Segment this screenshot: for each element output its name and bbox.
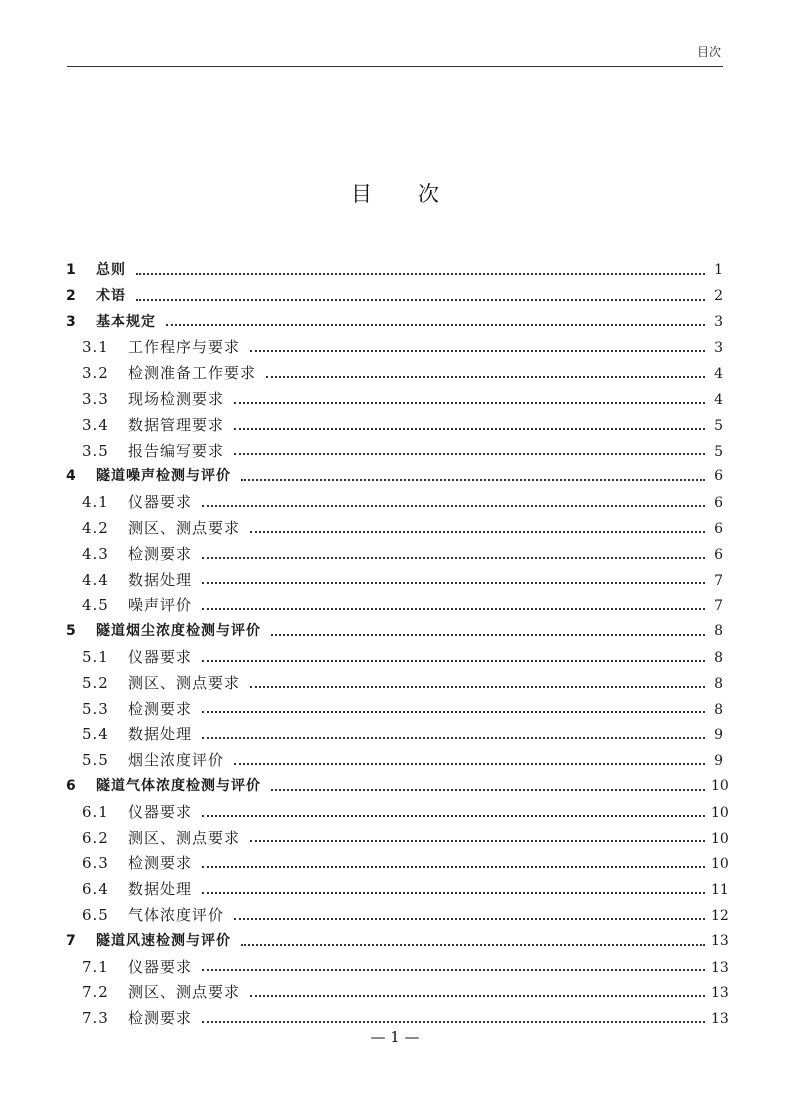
toc-chapter-entry[interactable] (66, 929, 729, 955)
dot-leader (234, 918, 705, 920)
toc-entry-number: 7.2 (82, 983, 109, 1002)
header-rule (67, 66, 723, 67)
toc-entry-page-number: 6 (714, 546, 723, 563)
toc-entry-page-number: 12 (711, 907, 729, 924)
dot-leader (250, 350, 705, 352)
toc-chapter-entry[interactable] (66, 310, 723, 336)
toc-section-entry[interactable] (66, 826, 729, 852)
page-title: 目次 (351, 182, 485, 206)
dot-leader (234, 428, 705, 430)
toc-entry-label: 仪器要求 (128, 957, 193, 976)
toc-entry-number: 6.2 (82, 828, 109, 847)
dot-leader (271, 789, 705, 791)
toc-entry-label: 测区、测点要求 (128, 673, 241, 692)
toc-section-entry[interactable] (66, 335, 723, 361)
toc-section-entry[interactable] (66, 877, 729, 903)
toc-entry-label: 数据管理要求 (128, 415, 225, 434)
toc-entry-page-number: 9 (714, 727, 723, 744)
toc-entry-number: 3.3 (82, 389, 109, 408)
toc-entry-number: 5.5 (82, 751, 109, 770)
dot-leader (202, 866, 705, 868)
toc-entry-label: 隧道烟尘浓度检测与评价 (96, 623, 261, 640)
dot-leader (202, 892, 705, 894)
toc-entry-page-number: 7 (714, 572, 723, 589)
toc-entry-label: 数据处理 (128, 880, 193, 899)
toc-section-entry[interactable] (66, 568, 723, 594)
toc-entry-page-number: 5 (714, 443, 723, 460)
toc-section-entry[interactable] (66, 955, 729, 981)
toc-entry-number: 7.1 (82, 957, 109, 976)
toc-section-entry[interactable] (66, 903, 729, 929)
toc-entry-number: 6.3 (82, 854, 109, 873)
toc-entry-page-number: 4 (714, 366, 723, 383)
toc-entry-number: 6.5 (82, 905, 109, 924)
toc-entry-label: 测区、测点要求 (128, 518, 241, 537)
toc-entry-number: 3.2 (82, 364, 109, 383)
toc-entry-number: 3 (66, 313, 76, 330)
toc-entry-page-number: 13 (711, 932, 729, 949)
toc-entry-page-number: 8 (714, 649, 723, 666)
dot-leader (202, 737, 705, 739)
toc-entry-number: 2 (66, 287, 76, 304)
toc-entry-label: 隧道风速检测与评价 (96, 932, 231, 949)
toc-entry-number: 5 (66, 623, 76, 640)
toc-section-entry[interactable] (66, 542, 723, 568)
toc-entry-label: 隧道气体浓度检测与评价 (96, 777, 261, 794)
dot-leader (250, 531, 705, 533)
toc-entry-page-number: 8 (714, 701, 723, 718)
toc-entry-label: 测区、测点要求 (128, 983, 241, 1002)
toc-entry-page-number: 4 (714, 391, 723, 408)
toc-entry-page-number: 2 (714, 287, 723, 304)
toc-section-entry[interactable] (66, 851, 729, 877)
toc-entry-label: 数据处理 (128, 570, 193, 589)
dot-leader (136, 273, 705, 275)
toc-section-entry[interactable] (66, 387, 723, 413)
dot-leader (241, 944, 705, 946)
dot-leader (202, 969, 705, 971)
toc-section-entry[interactable] (66, 645, 723, 671)
toc-section-entry[interactable] (66, 722, 723, 748)
dot-leader (202, 1021, 705, 1023)
dot-leader (241, 479, 705, 481)
dot-leader (202, 711, 705, 713)
toc-entry-number: 5.4 (82, 725, 109, 744)
dot-leader (166, 324, 705, 326)
running-header-title: 目次 (696, 45, 721, 59)
dot-leader (266, 376, 705, 378)
toc-entry-label: 工作程序与要求 (128, 338, 241, 357)
dot-leader (234, 763, 705, 765)
toc-entry-page-number: 9 (714, 753, 723, 770)
toc-entry-label: 检测准备工作要求 (128, 364, 257, 383)
toc-entry-page-number: 6 (714, 495, 723, 512)
toc-section-entry[interactable] (66, 516, 723, 542)
toc-entry-label: 基本规定 (96, 313, 156, 330)
toc-section-entry[interactable] (66, 671, 723, 697)
footer-page-number: — 1 — (370, 1028, 420, 1046)
toc-entry-label: 测区、测点要求 (128, 828, 241, 847)
toc-entry-label: 总则 (96, 262, 126, 278)
toc-entry-label: 仪器要求 (128, 647, 193, 666)
toc-entry-number: 4.4 (82, 570, 109, 589)
toc-chapter-entry[interactable] (66, 464, 723, 490)
toc-entry-page-number: 6 (714, 520, 723, 537)
toc-entry-label: 隧道噪声检测与评价 (96, 468, 231, 485)
toc-entry-number: 1 (66, 262, 76, 278)
toc-entry-page-number: 10 (711, 856, 729, 873)
toc-entry-label: 仪器要求 (128, 802, 193, 821)
toc-entry-label: 检测要求 (128, 544, 193, 563)
toc-entry-number: 3.5 (82, 441, 109, 460)
toc-entry-label: 检测要求 (128, 699, 193, 718)
toc-chapter-entry[interactable] (66, 619, 723, 645)
toc-entry-number: 3.1 (82, 338, 109, 357)
dot-leader (136, 299, 705, 301)
toc-entry-page-number: 1 (714, 262, 723, 278)
toc-entry-page-number: 8 (714, 675, 723, 692)
toc-entry-number: 6.4 (82, 880, 109, 899)
toc-entry-label: 烟尘浓度评价 (128, 751, 225, 770)
dot-leader (234, 453, 705, 455)
toc-section-entry[interactable] (66, 361, 723, 387)
toc-section-entry[interactable] (66, 800, 729, 826)
toc-entry-page-number: 10 (711, 804, 729, 821)
toc-entry-number: 7 (66, 932, 76, 949)
table-of-contents (66, 258, 729, 1032)
toc-entry-label: 数据处理 (128, 725, 193, 744)
toc-entry-number: 4.1 (82, 493, 109, 512)
toc-entry-label: 检测要求 (128, 854, 193, 873)
toc-entry-page-number: 11 (711, 882, 729, 899)
toc-chapter-entry[interactable] (66, 258, 723, 284)
toc-entry-page-number: 3 (714, 340, 723, 357)
toc-section-entry[interactable] (66, 413, 723, 439)
toc-entry-page-number: 6 (714, 468, 723, 485)
toc-entry-page-number: 13 (711, 985, 729, 1002)
toc-chapter-entry[interactable] (66, 774, 729, 800)
toc-entry-page-number: 10 (711, 777, 729, 794)
toc-section-entry[interactable] (66, 593, 723, 619)
toc-entry-page-number: 13 (711, 959, 729, 976)
dot-leader (234, 402, 705, 404)
toc-entry-number: 4.3 (82, 544, 109, 563)
toc-entry-page-number: 10 (711, 830, 729, 847)
dot-leader (202, 557, 705, 559)
toc-entry-number: 7.3 (82, 1009, 109, 1028)
toc-entry-page-number: 5 (714, 417, 723, 434)
toc-entry-number: 5.3 (82, 699, 109, 718)
toc-entry-page-number: 13 (711, 1011, 729, 1028)
dot-leader (250, 686, 705, 688)
dot-leader (202, 582, 705, 584)
toc-entry-label: 噪声评价 (128, 596, 193, 615)
dot-leader (202, 505, 705, 507)
toc-section-entry[interactable] (66, 980, 729, 1006)
dot-leader (250, 995, 705, 997)
dot-leader (202, 815, 705, 817)
dot-leader (202, 608, 705, 610)
toc-entry-number: 5.1 (82, 647, 109, 666)
toc-section-entry[interactable] (66, 439, 723, 465)
toc-section-entry[interactable] (66, 697, 723, 723)
toc-entry-number: 4 (66, 468, 76, 485)
toc-section-entry[interactable] (66, 490, 723, 516)
toc-entry-number: 6 (66, 777, 76, 794)
toc-entry-number: 6.1 (82, 802, 109, 821)
toc-entry-label: 检测要求 (128, 1009, 193, 1028)
toc-entry-page-number: 7 (714, 598, 723, 615)
toc-entry-number: 5.2 (82, 673, 109, 692)
toc-entry-number: 4.2 (82, 518, 109, 537)
toc-entry-label: 术语 (96, 287, 126, 304)
dot-leader (202, 660, 705, 662)
toc-entry-page-number: 3 (714, 313, 723, 330)
toc-entry-label: 仪器要求 (128, 493, 193, 512)
dot-leader (271, 634, 705, 636)
toc-entry-number: 3.4 (82, 415, 109, 434)
toc-entry-label: 现场检测要求 (128, 389, 225, 408)
toc-entry-page-number: 8 (714, 623, 723, 640)
toc-entry-number: 4.5 (82, 596, 109, 615)
toc-entry-label: 报告编写要求 (128, 441, 225, 460)
toc-chapter-entry[interactable] (66, 284, 723, 310)
toc-entry-label: 气体浓度评价 (128, 905, 225, 924)
toc-section-entry[interactable] (66, 748, 723, 774)
dot-leader (250, 840, 705, 842)
